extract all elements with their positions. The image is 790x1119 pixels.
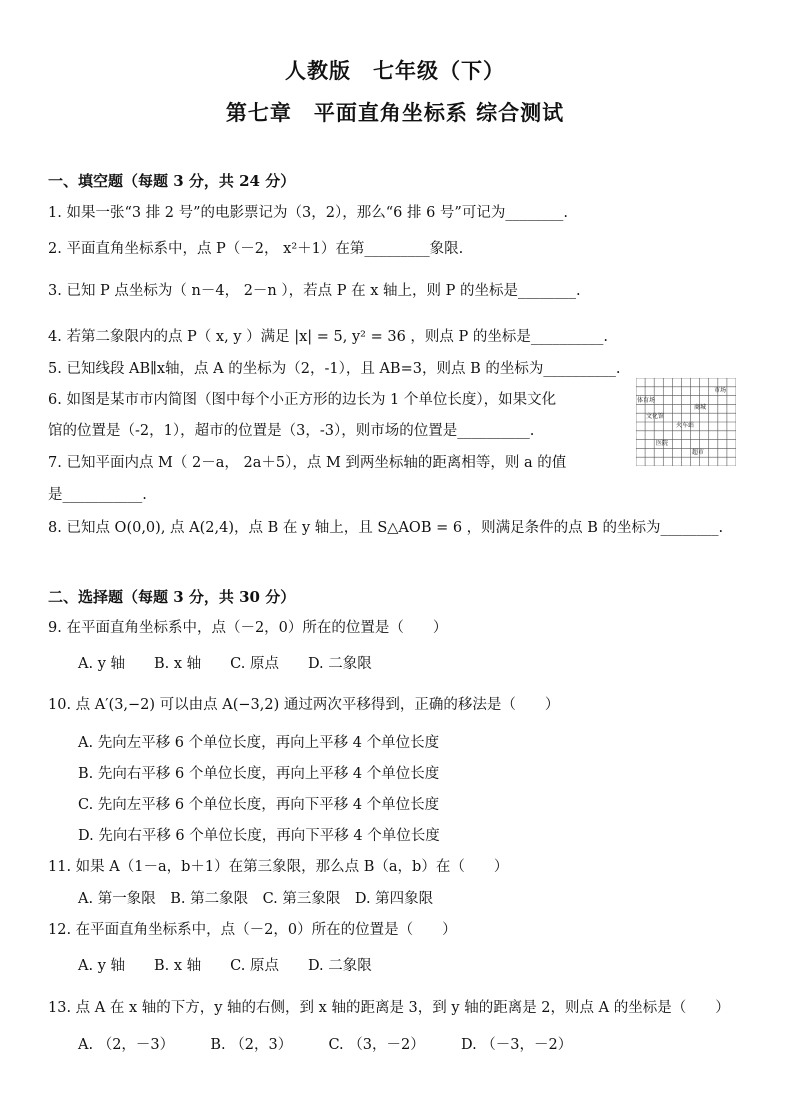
question-6-line2: 馆的位置是（-2，1），超市的位置是（3，-3），则市场的位置是__________.: [48, 423, 535, 439]
question-2: 2. 平面直角坐标系中，点 P（－2， x²＋1）在第_________象限.: [48, 241, 464, 257]
question-11: 11. 如果 A（1－a，b＋1）在第三象限，那么点 B（a，b）在（ ）: [48, 859, 509, 875]
map-label-market: 市场: [714, 387, 727, 394]
question-9-options: A. y 轴 B. x 轴 C. 原点 D. 二象限: [78, 656, 372, 672]
question-7-line2: 是___________.: [48, 487, 147, 503]
question-5: 5. 已知线段 AB∥x轴，点 A 的坐标为（2，-1），且 AB=3，则点 B 的坐标为__________.: [48, 361, 621, 377]
map-label-fire: 火车站: [676, 422, 695, 429]
question-4: 4. 若第二象限内的点 P（ x, y ）满足 |x| = 5, y² = 36 ，则点 P 的坐标是__________.: [48, 329, 608, 345]
question-10-option-a: A. 先向左平移 6 个单位长度，再向上平移 4 个单位长度: [78, 735, 440, 751]
map-label-supermarket: 超市: [692, 449, 705, 456]
question-10-option-b: B. 先向右平移 6 个单位长度，再向上平移 4 个单位长度: [78, 766, 440, 782]
question-13-options: A. （2，－3） B. （2，3） C. （3，－2） D. （－3，－2）: [78, 1037, 573, 1053]
question-9: 9. 在平面直角坐标系中，点（－2，0）所在的位置是（ ）: [48, 620, 448, 636]
question-3: 3. 已知 P 点坐标为（ n－4， 2－n ），若点 P 在 x 轴上，则 P 的坐标是________.: [48, 283, 581, 299]
map-label-culture: 文化馆: [646, 413, 665, 420]
question-1: 1. 如果一张“3 排 2 号”的电影票记为（3，2），那么“6 排 6 号”可记为________.: [48, 205, 568, 221]
question-13: 13. 点 A 在 x 轴的下方，y 轴的右侧，到 x 轴的距离是 3，到 y 轴的距离是 2，则点 A 的坐标是（ ）: [48, 1000, 730, 1016]
question-12-options: A. y 轴 B. x 轴 C. 原点 D. 二象限: [78, 958, 372, 974]
doc-title-line1: 人教版 七年级（下）: [285, 58, 505, 83]
question-12: 12. 在平面直角坐标系中，点（－2，0）所在的位置是（ ）: [48, 922, 457, 938]
map-label-hospital: 医院: [656, 440, 669, 447]
question-10-option-d: D. 先向右平移 6 个单位长度，再向下平移 4 个单位长度: [78, 828, 440, 844]
question-8: 8. 已知点 O(0,0), 点 A(2,4)，点 B 在 y 轴上，且 S△AOB = 6 ，则满足条件的点 B 的坐标为________.: [48, 520, 724, 536]
section1-heading: 一、填空题（每题 3 分，共 24 分）: [48, 172, 296, 190]
map-label-stadium: 体育场: [637, 397, 656, 404]
section2-heading: 二、选择题（每题 3 分，共 30 分）: [48, 588, 296, 606]
city-map-figure: [636, 378, 736, 466]
question-11-options: A. 第一象限 B. 第二象限 C. 第三象限 D. 第四象限: [78, 891, 434, 907]
doc-title-line2: 第七章 平面直角坐标系 综合测试: [225, 100, 565, 125]
question-6-line1: 6. 如图是某市市内简图（图中每个小正方形的边长为 1 个单位长度），如果文化: [48, 392, 557, 408]
question-10-option-c: C. 先向左平移 6 个单位长度，再向下平移 4 个单位长度: [78, 797, 440, 813]
map-label-mall: 商城: [694, 404, 707, 411]
question-7-line1: 7. 已知平面内点 M（ 2－a， 2a＋5），点 M 到两坐标轴的距离相等，则 a 的值: [48, 455, 567, 471]
question-10: 10. 点 A′(3,−2) 可以由点 A(−3,2) 通过两次平移得到，正确的移法是（ ）: [48, 697, 560, 713]
